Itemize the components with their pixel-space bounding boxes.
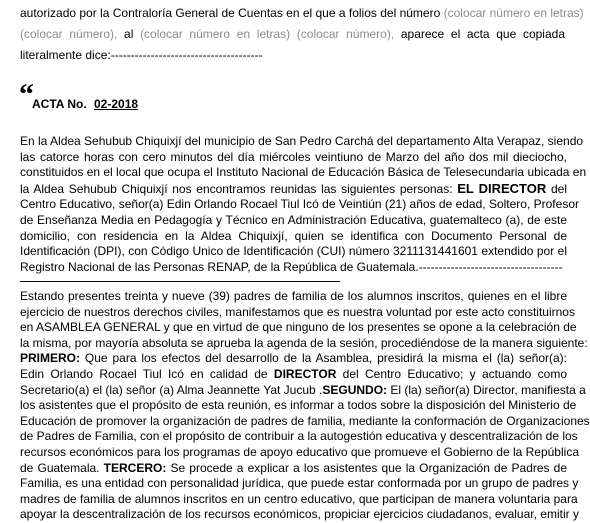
intro-line-2 [20, 24, 565, 45]
placeholder-number-letters: (colocar número en letras) [443, 6, 584, 20]
paragraph-line: ejercicio de nuestros derechos civiles, manifestamos que es nuestra voluntad por este acto constituirnos [20, 304, 575, 319]
paragraph-line: Identificación (DPI), con Código Unico de Identificación (CUI) número 3211131441601 extendido por el [20, 244, 567, 259]
paragraph-line [20, 382, 586, 399]
paragraph-line [20, 461, 567, 477]
paragraph-text: Que para los efectos del desarrollo de la Asamblea, presidirá la misma el (la) señor(a): [80, 351, 567, 366]
acta-number: 02-2018 [94, 97, 139, 111]
paragraph-line: Centro Educativo, señor(a) Edin Orlando Rocael Tiul Icó de Veintiún (21) años de edad, Soltero, Profesor [20, 197, 579, 212]
paragraph-text: Se procede a explicar a los asistentes que la Organización de Padres de [166, 460, 568, 475]
paragraph-text: la Aldea Sehubub Chiquixjí nos encontramos reunidas las siguientes personas: [20, 181, 453, 196]
paragraph-line: constituidos en el local que ocupa el Instituto Nacional de Educación Básica de Telesecundaria ubicada en [20, 165, 587, 180]
paragraph-line: domicilio, con residencia en la Aldea Chiquixjí, quien se identifica con Documento Personal de [20, 228, 567, 243]
intro-line-1 [20, 3, 584, 24]
paragraph-line [20, 181, 567, 198]
placeholder-number: (colocar número), [20, 27, 118, 41]
section-divider [20, 281, 340, 282]
paragraph-line: apoyar la descentralización de los recursos económicos, propiciar ejercicios ciudadanos, evaluar, emitir y [20, 507, 579, 522]
director-label-2: DIRECTOR [273, 366, 337, 381]
paragraph-line: en ASAMBLEA GENERAL y que en virtud de que ninguno de los presentes se opone a la celebración de [20, 320, 577, 335]
placeholder-number-letters-2: (colocar número en letras) (colocar número), [140, 27, 395, 41]
paragraph-text: Edin Orlando Rocael Tiul Icó en calidad de [20, 366, 274, 381]
paragraph-text: Secretario(a) el (la) señor (a) Alma Jeannette Yat Jucub . [20, 382, 323, 397]
paragraph-line: los asistentes que el propósito de esta reunión, es informar a todos sobre la disposición del Ministerio de [20, 398, 577, 413]
paragraph-line: Registro Nacional de las Personas RENAP, de la República de Guatemala.------------------------------------ [20, 259, 563, 274]
paragraph-line: las catorce horas con cero minutos del día miércoles veintiuno de Marzo del año dos mil dieciocho, [20, 149, 567, 164]
paragraph-line: Estando presentes treinta y nueve (39) padres de familia de los alumnos inscritos, quienes en el libre [20, 289, 567, 303]
paragraph-line: Educación de promover la organización de padres de familia, mediante la conformación de Organizaciones [20, 413, 590, 428]
paragraph-line [20, 351, 567, 367]
paragraph-line: de Enseñanza Media en Pedagogía y Técnico en Administración Educativa, guatemalteco (a), de este [20, 212, 567, 227]
paragraph-line [20, 367, 567, 383]
intro-word-al: al [124, 27, 134, 41]
intro-text-1: autorizado por la Contraloría General de Cuentas en el que a folios del número [20, 6, 441, 20]
director-label: EL DIRECTOR [457, 180, 547, 196]
paragraph-text: del [550, 181, 567, 196]
paragraph-assembly [20, 289, 590, 523]
intro-text-2: aparece el acta que copiada [400, 27, 565, 41]
tercero-label: TERCERO: [99, 460, 167, 475]
paragraph-line: Familia, es una entidad con personalidad jurídica, que puede estar conformada por un grupo de padres y [20, 476, 579, 491]
paragraph-line: de Padres de Familia, con el propósito de contribuir a la autogestión educativa y descentralización de los [20, 429, 578, 444]
primero-label: PRIMERO: [20, 351, 80, 366]
paragraph-line: recursos económicos para los programas de apoyo educativo que promueve el Gobierno de la República [20, 444, 579, 459]
intro-line-3: literalmente dice:-------------------------------------- [20, 48, 263, 62]
paragraph-text: de Guatemala. [20, 460, 100, 475]
paragraph-text: El (la) señor(a) Director, manifiesta a [387, 382, 586, 397]
paragraph-text: del Centro Educativo; y actuando como [336, 366, 567, 381]
segundo-label: SEGUNDO: [322, 382, 388, 397]
paragraph-line: En la Aldea Sehubub Chiquixjí del municipio de San Pedro Carchá del departamento Alta Verapaz, siendo [20, 134, 584, 148]
paragraph-line: madres de familia de alumnos inscritos en un centro educativo, que participan de manera voluntaria para [20, 491, 578, 506]
intro-text [20, 3, 584, 66]
opening-quote-mark: “ [19, 78, 34, 111]
acta-title [32, 97, 138, 111]
acta-label: ACTA No. [32, 97, 87, 111]
paragraph-constitution [20, 134, 587, 275]
paragraph-line: la misma, por mayoría absoluta se aprueba la agenda de la sesión, procediéndose de la manera siguiente: [20, 335, 588, 350]
